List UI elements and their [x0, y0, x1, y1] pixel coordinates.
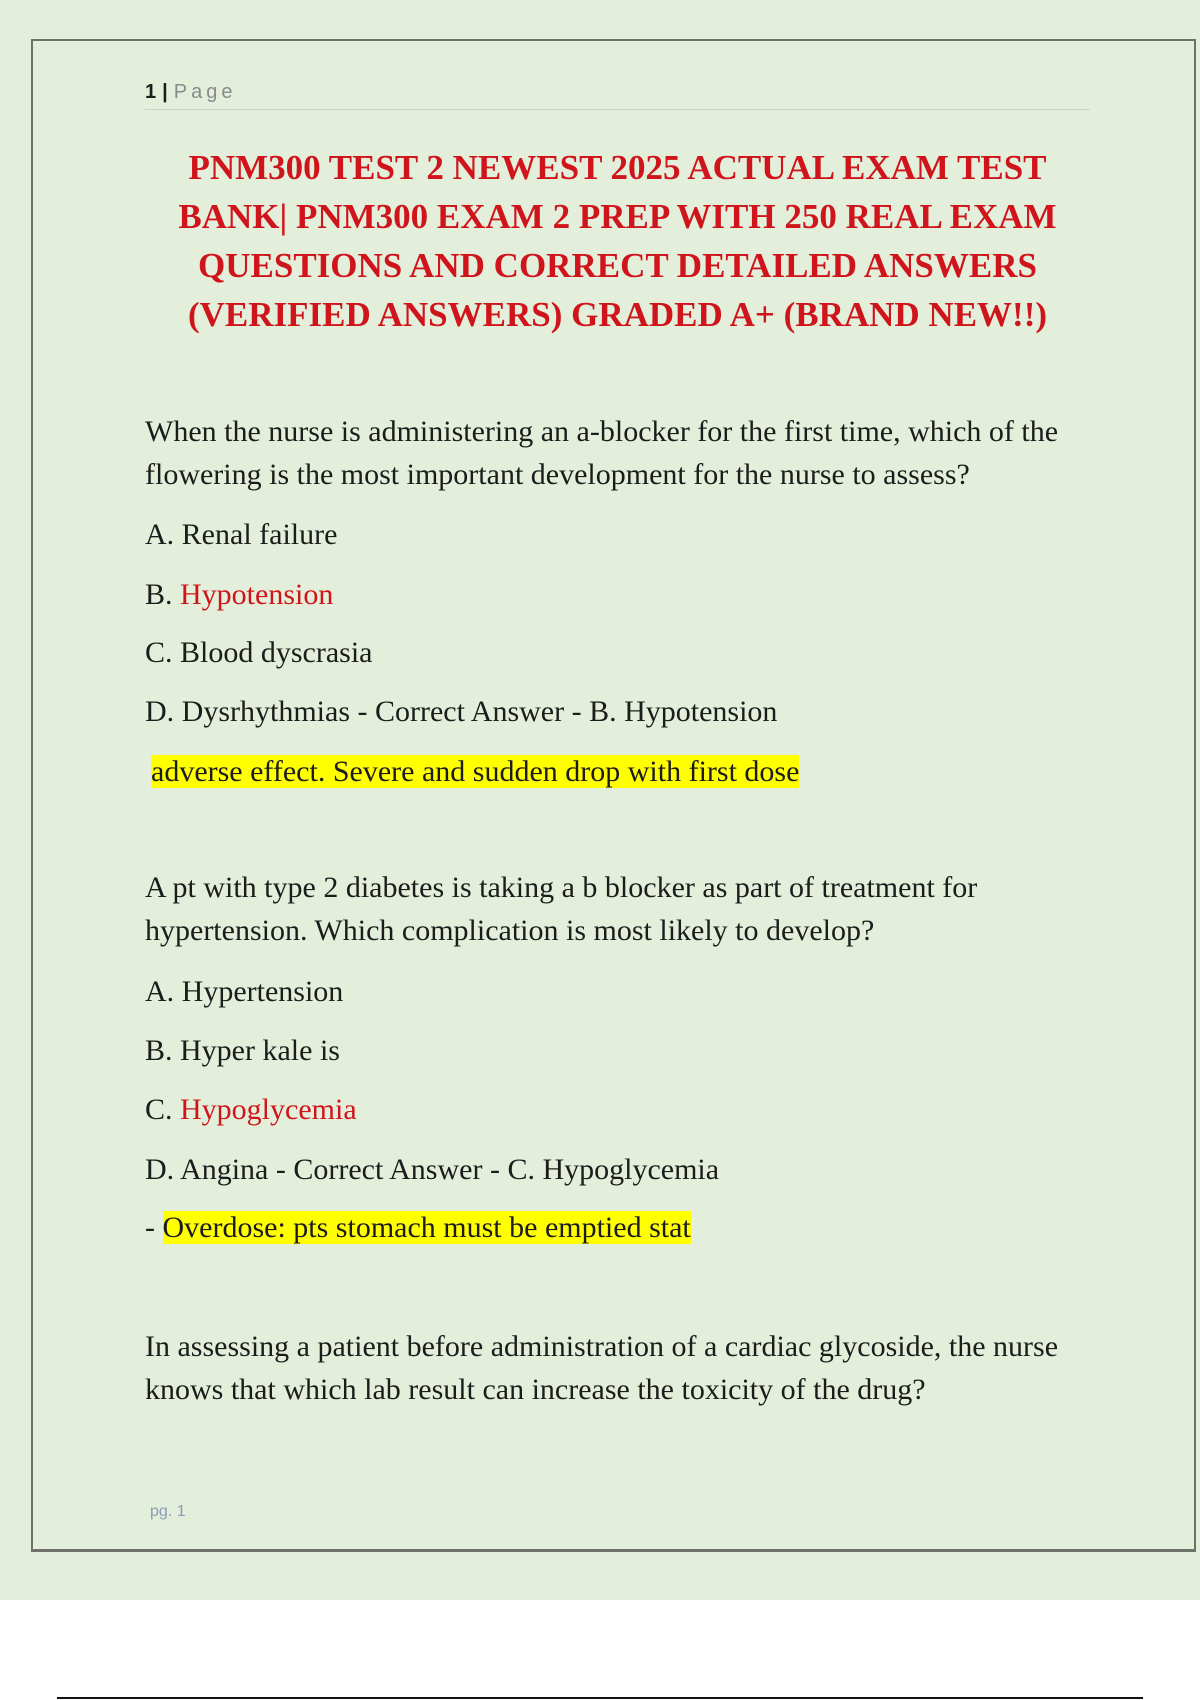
rationale-highlight: Overdose: pts stomach must be emptied stat: [162, 1211, 691, 1244]
option-letter: A.: [145, 518, 175, 551]
question-2-text: A pt with type 2 diabetes is taking a b blocker as part of treatment for hypertension. Which complication is most likely to develop?: [145, 871, 978, 947]
question-2-option-d: [145, 1153, 719, 1187]
option-text: Hyper kale is: [180, 1034, 340, 1067]
header-page-number: 1: [145, 80, 157, 103]
rationale-prefix: -: [145, 1211, 155, 1244]
document-title: PNM300 TEST 2 NEWEST 2025 ACTUAL EXAM TEST BANK| PNM300 EXAM 2 PREP WITH 250 REAL EXAM QUESTIONS AND CORRECT DETAILED ANSWERS (VERIFIED ANSWERS) GRADED A+ (BRAND NEW!!): [178, 148, 1057, 334]
question-2-option-a: [145, 975, 343, 1009]
option-text: Renal failure: [181, 518, 338, 551]
option-text-correct: Hypotension: [180, 578, 334, 611]
option-text: Dysrhythmias - Correct Answer - B. Hypotension: [181, 695, 778, 728]
option-letter: D.: [145, 695, 175, 728]
header-page-word: Page: [173, 80, 237, 103]
question-1-rationale: [151, 755, 799, 789]
option-letter: A.: [145, 975, 175, 1008]
option-text-correct: Hypoglycemia: [180, 1093, 357, 1126]
question-1-option-d: [145, 695, 777, 729]
page-footer-label: pg. 1: [150, 1503, 186, 1520]
question-2-option-b: [145, 1034, 340, 1068]
option-letter: B.: [145, 1034, 173, 1067]
question-1-text: When the nurse is administering an a-blocker for the first time, which of the flowering is the most important development for the nurse to assess?: [145, 415, 1059, 491]
option-letter: D.: [145, 1153, 175, 1186]
option-text: Hypertension: [181, 975, 344, 1008]
header-separator: |: [162, 80, 168, 103]
option-text: Angina - Correct Answer - C. Hypoglycemia: [180, 1153, 720, 1186]
question-2-option-c: [145, 1093, 357, 1127]
bottom-divider: [57, 1697, 1143, 1699]
option-letter: C.: [145, 1093, 173, 1126]
question-1-option-c: [145, 636, 372, 670]
option-text: Blood dyscrasia: [180, 636, 373, 669]
question-1-option-a: [145, 518, 337, 552]
option-letter: B.: [145, 578, 173, 611]
rationale-highlight: adverse effect. Severe and sudden drop with first dose: [151, 755, 800, 788]
question-2-rationale: [145, 1211, 691, 1245]
page-header: [145, 75, 1090, 110]
question-1-option-b: [145, 578, 333, 612]
question-3-text: In assessing a patient before administration of a cardiac glycoside, the nurse knows that which lab result can increase the toxicity of the drug?: [145, 1330, 1059, 1406]
option-letter: C.: [145, 636, 173, 669]
